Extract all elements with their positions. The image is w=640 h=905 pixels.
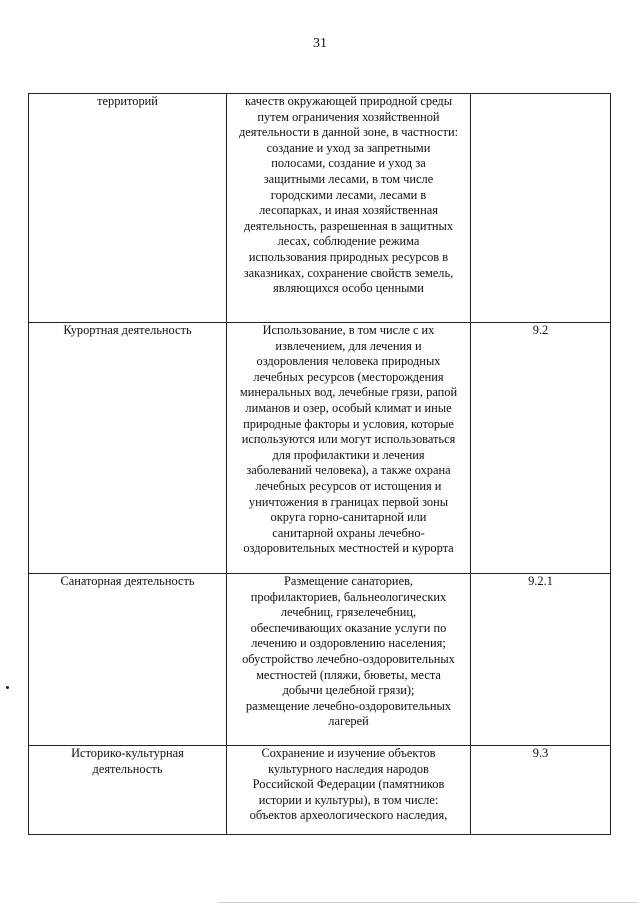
description-line: обеспечивающих оказание услуги по: [250, 620, 447, 635]
description-line: заказниках, сохранение свойств земель,: [243, 265, 454, 280]
land-use-name-line: Курортная деятельность: [63, 323, 192, 337]
land-use-name-cell: [29, 94, 227, 323]
description-line: используются или могут использоваться: [241, 432, 456, 447]
description-line: истории и культуры), в том числе:: [258, 792, 439, 807]
description-line: создание и уход за запретными: [266, 140, 431, 155]
land-use-code: 9.2.1: [528, 574, 553, 588]
land-use-description-cell: [227, 94, 471, 323]
land-use-code-cell: [471, 323, 611, 574]
description-line: лесах, соблюдение режима: [277, 234, 420, 249]
description-line: минеральных вод, лечебные грязи, рапой: [239, 385, 458, 400]
description-line: лечению и оздоровлению населения;: [251, 636, 446, 651]
land-use-code-cell: [471, 574, 611, 746]
land-use-code-cell: [471, 94, 611, 323]
description-line: объектов археологического наследия,: [249, 808, 448, 823]
scan-artifact-dot: [6, 686, 9, 689]
description-line: Размещение санаториев,: [283, 574, 414, 588]
land-use-description-cell: [227, 323, 471, 574]
description-line: для профилактики и лечения: [272, 447, 425, 462]
description-line: лечебных ресурсов от истощения и: [255, 478, 442, 493]
land-use-code-cell: [471, 746, 611, 835]
description-line: качеств окружающей природной среды: [244, 94, 453, 108]
land-use-name-cell: [29, 574, 227, 746]
description-line: санитарной охраны лечебно-: [272, 525, 425, 540]
description-line: лагерей: [328, 714, 369, 729]
land-use-name-cell: [29, 323, 227, 574]
description-line: оздоровительных местностей и курорта: [243, 541, 454, 556]
description-line: использования природных ресурсов в: [248, 249, 449, 264]
land-use-name-cell: [29, 746, 227, 835]
description-line: оздоровления человека природных: [256, 354, 441, 369]
description-line: городскими лесами, лесами в: [270, 187, 427, 202]
description-line: деятельности в данной зоне, в частности:: [238, 125, 459, 140]
description-line: уничтожения в границах первой зоны: [248, 494, 449, 509]
land-use-name-line: Историко-культурная: [71, 746, 184, 760]
description-line: заболеваний человека), а также охрана: [246, 463, 451, 478]
land-use-name-line: Санаторная деятельность: [60, 574, 195, 588]
description-line: являющихся особо ценными: [273, 281, 424, 296]
land-use-name-line: деятельность: [92, 761, 163, 776]
scan-artifact-line: [218, 902, 638, 903]
table-row: [29, 574, 611, 746]
land-use-description-cell: [227, 746, 471, 835]
description-line: лесопарках, и иная хозяйственная: [259, 203, 438, 218]
description-line: лиманов и озер, особый климат и иные: [245, 400, 452, 415]
table-row: [29, 94, 611, 323]
description-line: профилакториев, бальнеологических: [250, 589, 447, 604]
land-use-code: 9.3: [532, 746, 549, 760]
description-line: местностей (пляжи, бюветы, места: [256, 667, 441, 682]
land-use-code: 9.2: [532, 323, 549, 337]
description-line: извлечением, для лечения и: [275, 338, 422, 353]
description-line: Сохранение и изучение объектов: [261, 746, 436, 760]
description-line: Российской Федерации (памятников: [252, 777, 445, 792]
description-line: лечебниц, грязелечебниц,: [280, 605, 417, 620]
description-line: округа горно-санитарной или: [270, 510, 427, 525]
description-line: лечебных ресурсов (месторождения: [253, 369, 444, 384]
description-line: культурного наследия народов: [268, 761, 429, 776]
page-number: 31: [313, 36, 327, 51]
description-line: путем ограничения хозяйственной: [257, 109, 440, 124]
table-row: [29, 323, 611, 574]
description-line: размещение лечебно-оздоровительных: [245, 698, 452, 713]
land-use-table: [28, 93, 611, 835]
table-row: [29, 746, 611, 835]
description-line: добычи целебной грязи);: [282, 683, 415, 698]
description-line: обустройство лечебно-оздоровительных: [242, 651, 455, 666]
description-line: природные факторы и условия, которые: [243, 416, 454, 431]
land-use-description-cell: [227, 574, 471, 746]
description-line: Использование, в том числе с их: [262, 323, 435, 337]
description-line: деятельность, разрешенная в защитных: [243, 218, 454, 233]
description-line: полосами, создание и уход за: [271, 156, 426, 171]
description-line: защитными лесами, в том числе: [263, 171, 434, 186]
land-use-name-line: территорий: [97, 94, 158, 108]
